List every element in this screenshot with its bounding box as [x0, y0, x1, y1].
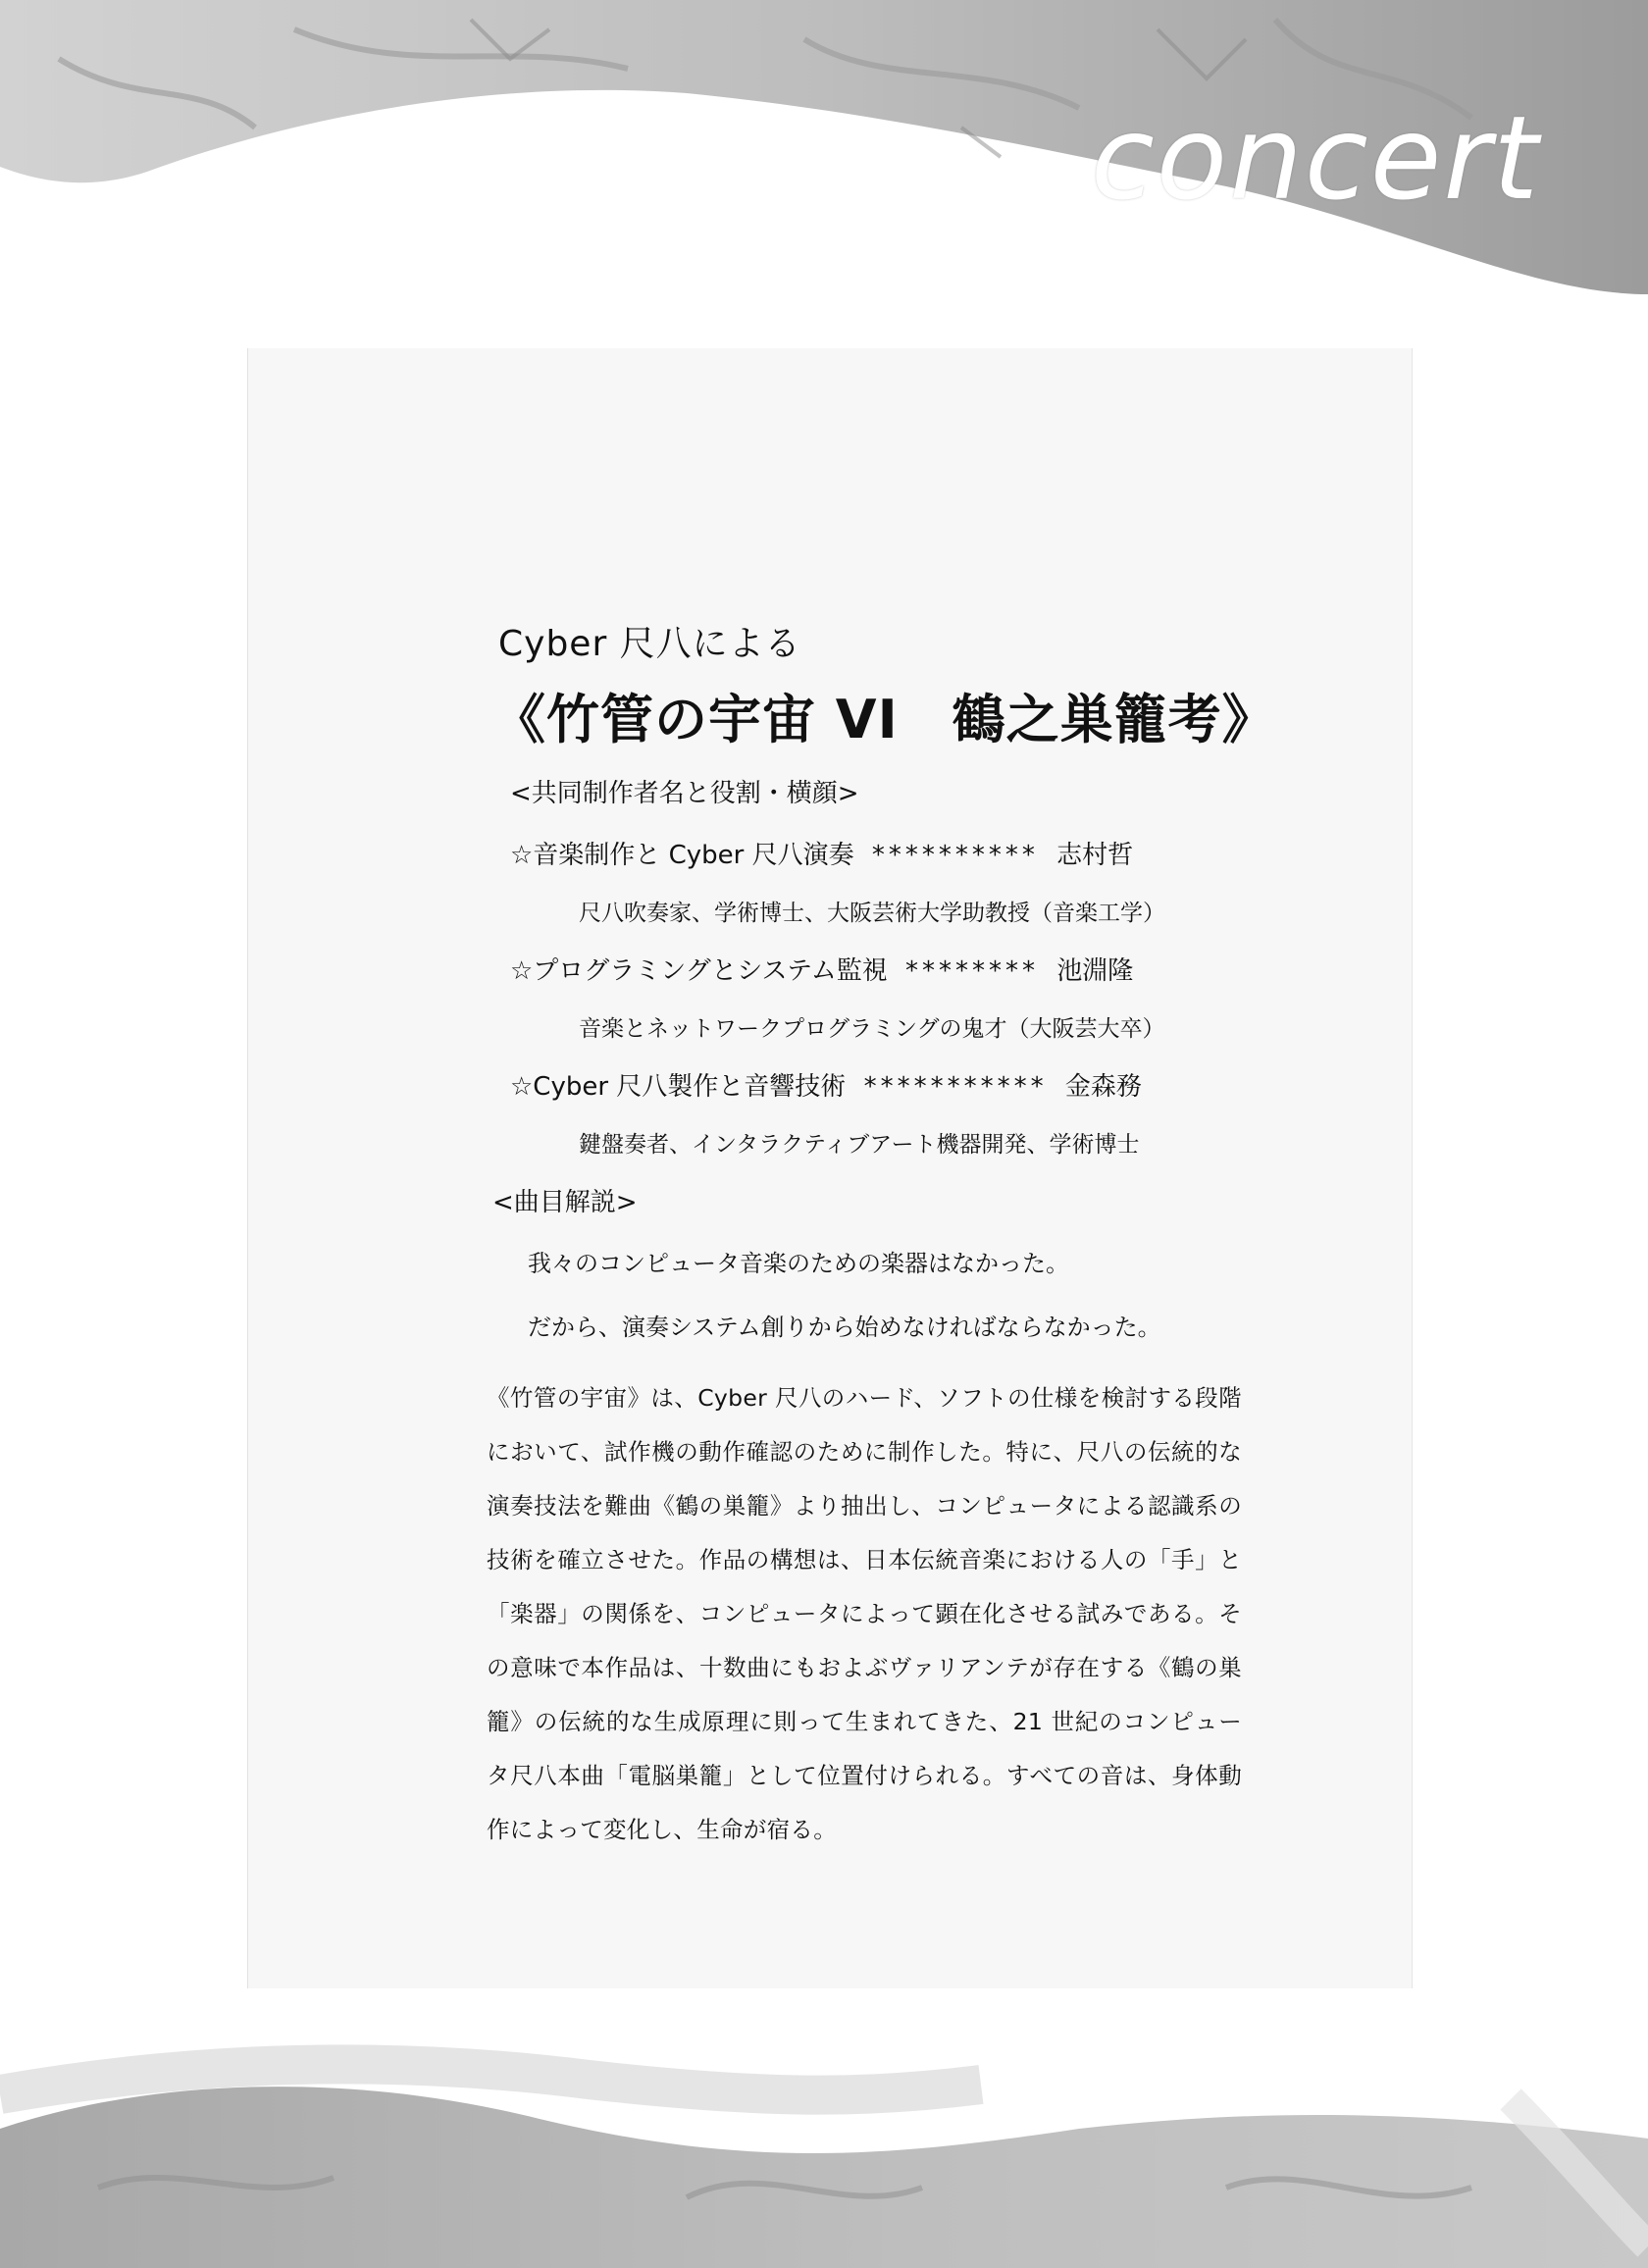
notes-heading: <曲目解説> — [492, 1188, 638, 1217]
program-content — [481, 616, 1276, 1857]
role-label: ☆音楽制作と Cyber 尺八演奏 — [510, 841, 854, 870]
role-stars: ********** — [871, 841, 1039, 870]
program-notes-body: 《竹管の宇宙》は、Cyber 尺八のハード、ソフトの仕様を検討する段階において、試作機の動作確認のために制作した。特に、尺八の伝統的な演奏技法を難曲《鶴の巣籠》より抽出し、コンピュータによる認識系の技術を確立させた。作品の構想は、日本伝統音楽における人の「手」と「楽器」の関係を、コンピュータによって顕在化させる試みである。その意味で本作品は、十数曲にもおよぶヴァリアンテが存在する《鶴の巣籠》の伝統的な生成原理に則って生まれてきた、21 世紀のコンピュータ尺八本曲「電脳巣籠」として位置付けられる。すべての音は、身体動作によって変化し、生命が宿る。 — [487, 1384, 1242, 1843]
role-stars: *********** — [863, 1072, 1048, 1102]
role-description: 尺八吹奏家、学術博士、大阪芸術大学助教授（音楽工学） — [579, 901, 1165, 926]
intro-line: だから、演奏システム創りから始めなければならなかった。 — [528, 1314, 1161, 1341]
intro-line: 我々のコンピュータ音楽のための楽器はなかった。 — [528, 1250, 1069, 1277]
program-subtitle: Cyber 尺八による — [498, 624, 801, 664]
program-title: 《竹管の宇宙 VI 鶴之巣籠考》 — [492, 689, 1276, 750]
role-name: 金森務 — [1064, 1072, 1142, 1102]
credits-heading: <共同制作者名と役割・横顔> — [510, 779, 859, 808]
header-concert-title: concert — [1091, 90, 1541, 226]
role-description: 鍵盤奏者、インタラクティブアート機器開発、学術博士 — [579, 1132, 1140, 1158]
role-name: 池淵隆 — [1056, 956, 1134, 986]
role-name: 志村哲 — [1056, 841, 1134, 870]
role-entry — [510, 951, 1246, 987]
role-stars: ******** — [904, 956, 1039, 986]
role-entry — [510, 1066, 1246, 1103]
role-label: ☆プログラミングとシステム監視 — [510, 956, 888, 986]
role-description: 音楽とネットワークプログラミングの鬼才（大阪芸大卒） — [579, 1016, 1165, 1042]
role-entry — [510, 835, 1246, 871]
role-label: ☆Cyber 尺八製作と音響技術 — [510, 1072, 847, 1102]
